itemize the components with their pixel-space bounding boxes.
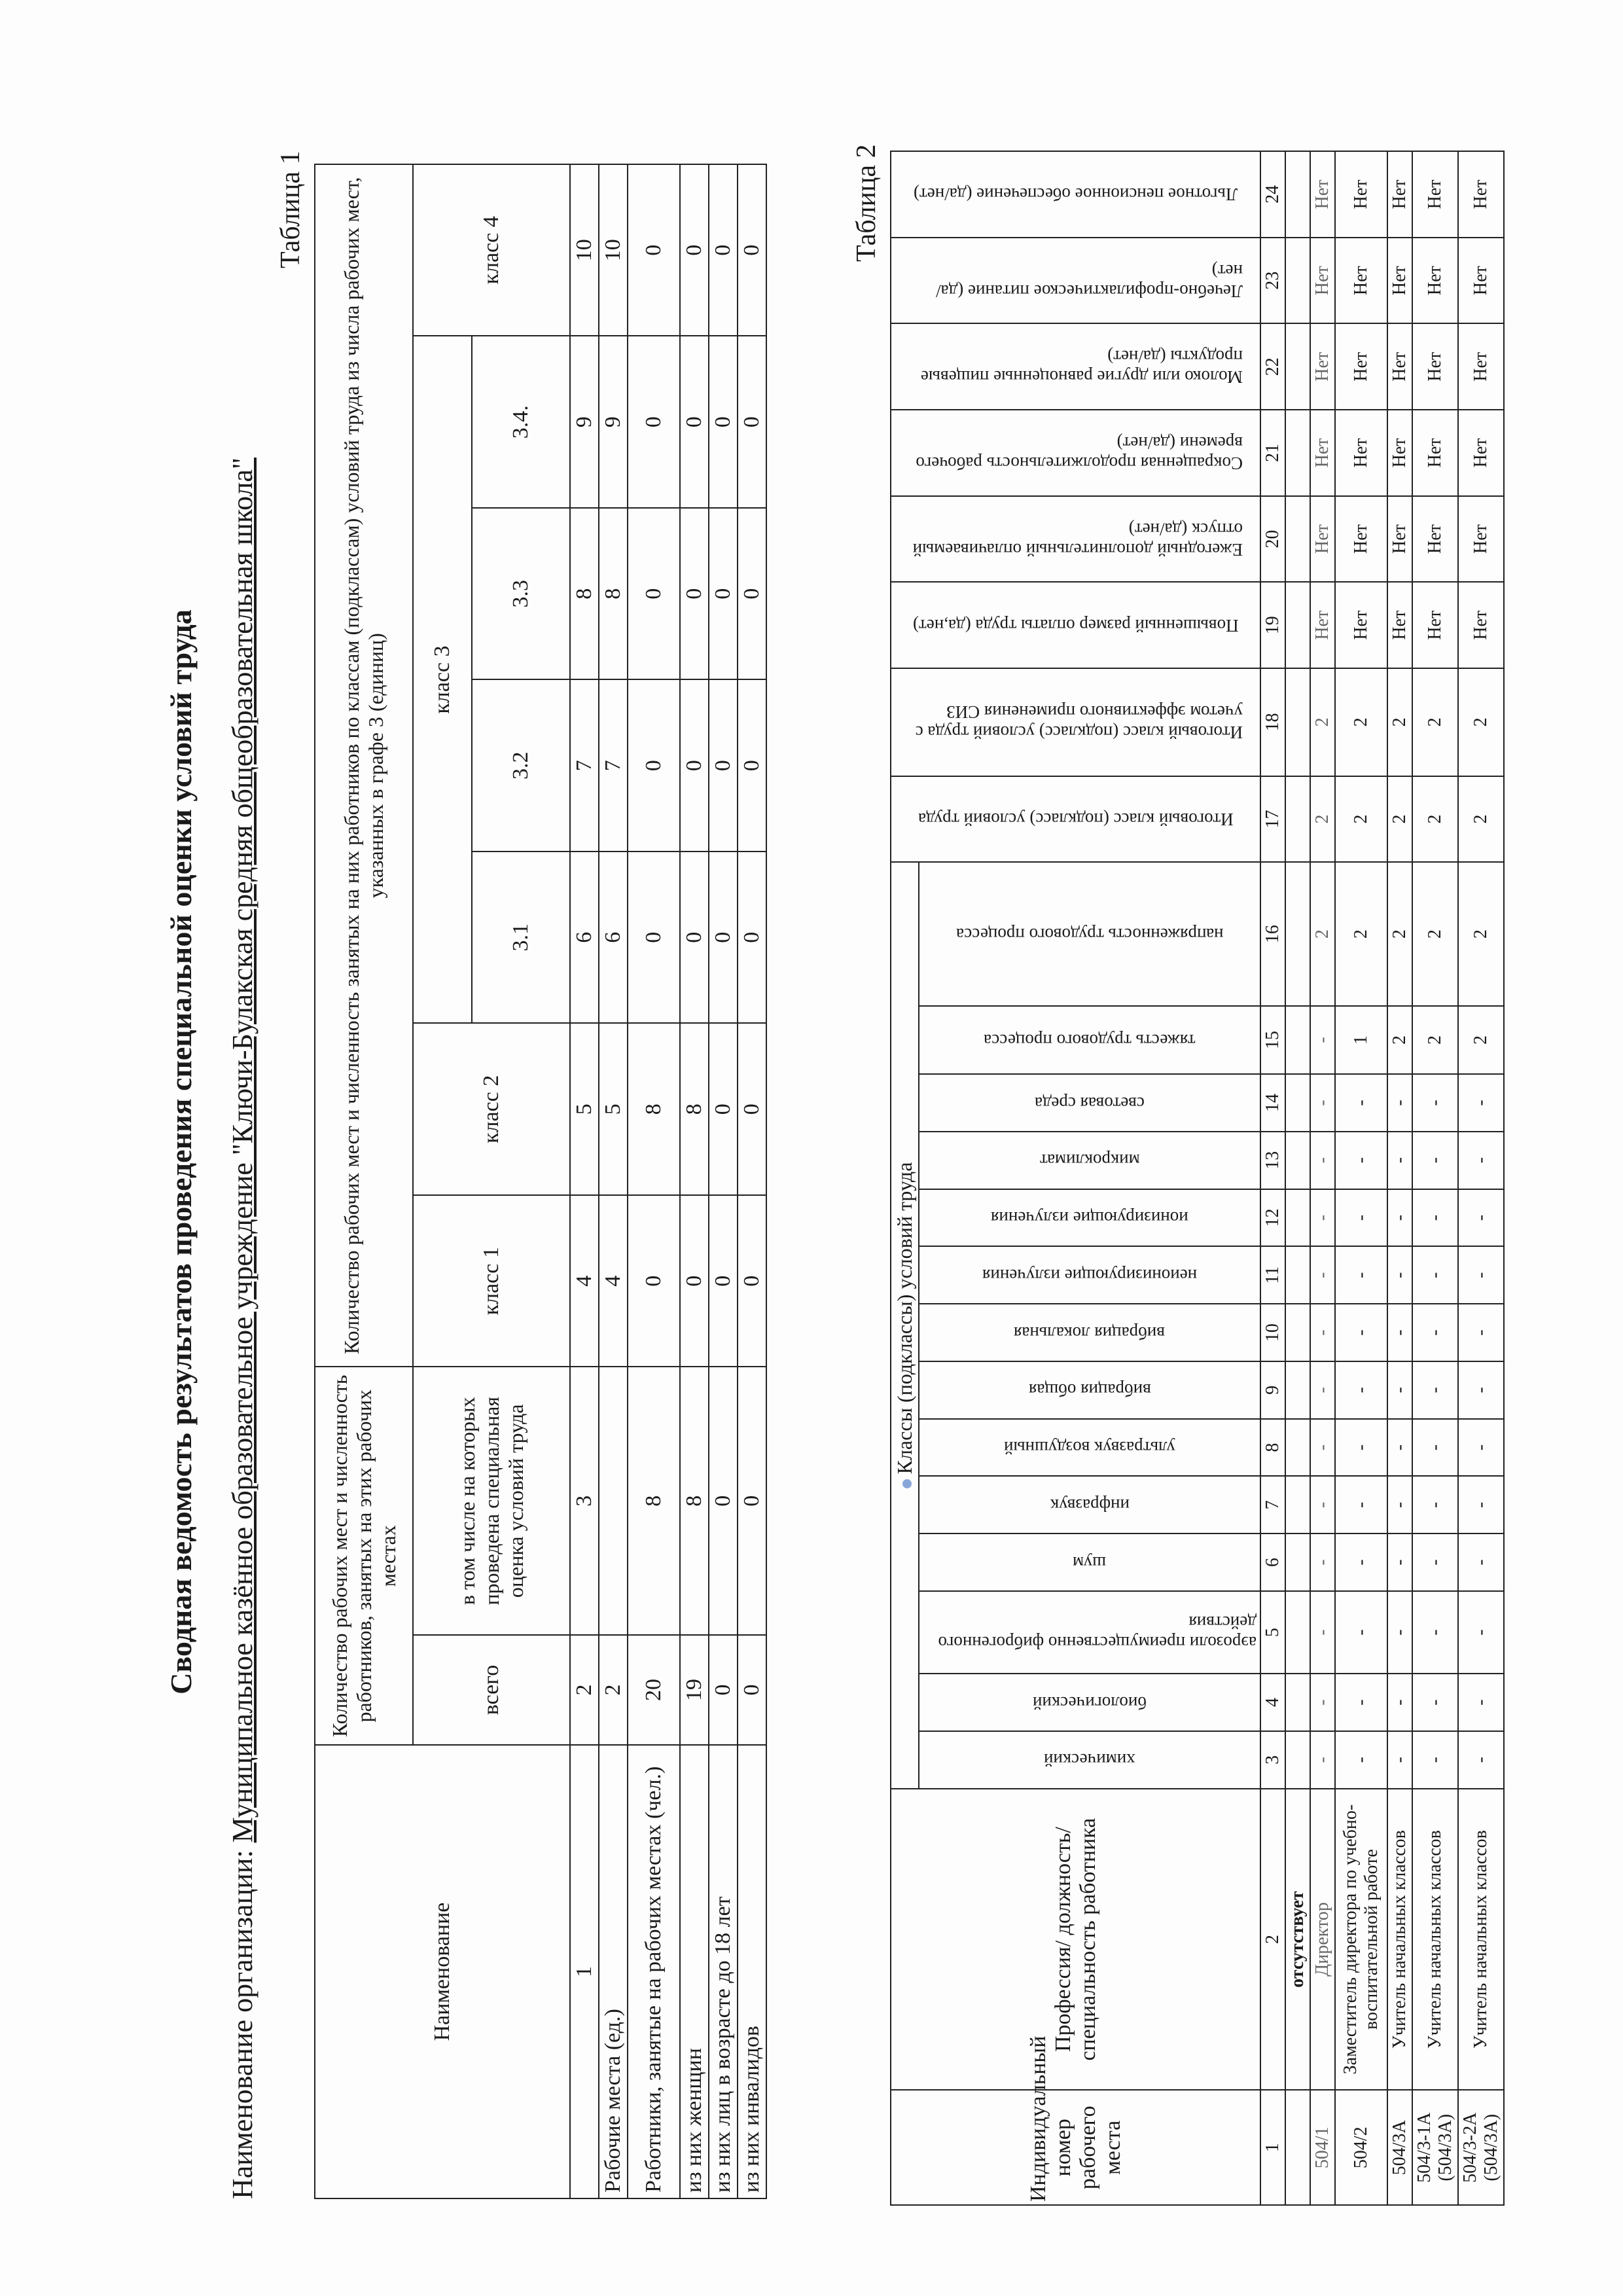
t1-cell: 0 — [738, 508, 766, 680]
t2-cell: Нет — [1412, 582, 1458, 668]
t2-cell: - — [1335, 1074, 1387, 1132]
t2-cell: 2 — [1387, 668, 1412, 776]
t2-cell: Нет — [1387, 410, 1412, 496]
t2-cell: - — [1310, 1189, 1335, 1247]
t2-colnum: 14 — [1260, 1074, 1285, 1132]
t2-cell: Нет — [1310, 410, 1335, 496]
t2-cell: - — [1412, 1419, 1458, 1477]
t2-cell: - — [1412, 1304, 1458, 1361]
t1-cell: 0 — [628, 164, 680, 336]
t2-colnum: 20 — [1260, 496, 1285, 583]
t1-cell: 0 — [709, 1195, 738, 1367]
t2-cell: Нет — [1310, 151, 1335, 238]
t2-factor: Лечебно-профилактическое питание (да/нет) — [935, 260, 1243, 301]
t1-header-name: Наименование — [315, 1745, 570, 2198]
t2-cell: 2 — [1412, 862, 1458, 1006]
t2-cell: - — [1387, 1534, 1412, 1591]
t2-cell: - — [1387, 1731, 1412, 1789]
t2-cell: - — [1412, 1074, 1458, 1132]
t1-cell: 0 — [680, 164, 709, 336]
table2-label: Таблица 2 — [851, 144, 882, 262]
t2-cell: 2 — [1387, 776, 1412, 863]
t2-cell: - — [1335, 1674, 1387, 1731]
t2-cell: 2 — [1335, 776, 1387, 863]
t1-row-name: из них лиц в возрасте до 18 лет — [709, 1745, 738, 2198]
t2-cell: 2 — [1412, 776, 1458, 863]
t1-colnum: 9 — [570, 336, 599, 509]
t2-cell: - — [1458, 1731, 1504, 1789]
t2-column-numbers — [1260, 151, 1285, 2205]
t2-cell: - — [1458, 1189, 1504, 1247]
t1-colnum: 2 — [570, 1635, 599, 1745]
t1-cell: 9 — [599, 336, 628, 509]
t1-cell: 4 — [599, 1195, 628, 1367]
t1-cell: 0 — [680, 680, 709, 852]
t2-cell: - — [1458, 1674, 1504, 1731]
t2-factor: Итоговый класс (подкласс) условий труда с учетом эффективного применения СИЗ — [915, 702, 1243, 743]
t2-cell: - — [1310, 1304, 1335, 1361]
t1-header-3-4: 3.4. — [472, 336, 570, 509]
t2-profession: Учитель начальных классов — [1458, 1789, 1504, 2090]
t1-header-3-1: 3.1 — [472, 852, 570, 1024]
t1-colnum: 4 — [570, 1195, 599, 1367]
t2-profession: Директор — [1310, 1789, 1335, 2090]
t2-cell: - — [1335, 1419, 1387, 1477]
t2-cell: - — [1310, 1674, 1335, 1731]
t2-colnum: 6 — [1260, 1534, 1285, 1591]
t1-header-3-3: 3.3 — [472, 508, 570, 680]
t2-cell: - — [1310, 1361, 1335, 1419]
t2-cell: Нет — [1412, 151, 1458, 238]
t1-colnum: 7 — [570, 680, 599, 852]
t2-cell: Нет — [1412, 410, 1458, 496]
t2-cell: Нет — [1310, 582, 1335, 668]
t1-cell: 0 — [738, 680, 766, 852]
t2-cell: 2 — [1310, 776, 1335, 863]
t2-id: 504/3-2А (504/3А) — [1458, 2090, 1504, 2205]
t2-cell: Нет — [1458, 496, 1504, 583]
t2-cell: - — [1310, 1731, 1335, 1789]
t2-cell: 2 — [1335, 862, 1387, 1006]
t2-cell: - — [1412, 1189, 1458, 1247]
t2-cell: - — [1412, 1731, 1458, 1789]
t2-cell: - — [1412, 1132, 1458, 1189]
t2-colnum: 5 — [1260, 1591, 1285, 1674]
t1-cell: 0 — [709, 1635, 738, 1745]
t2-factor: Молоко или другие равноценные пищевые продукты (да/нет) — [920, 347, 1243, 387]
t2-colnum: 19 — [1260, 582, 1285, 668]
t1-cell: 0 — [709, 1367, 738, 1636]
t2-cell: - — [1458, 1074, 1504, 1132]
t1-header-workplaces: Количество рабочих мест и численность работников, занятых на этих рабочих местах — [315, 1367, 413, 1746]
t1-cell: 0 — [738, 1367, 766, 1636]
t2-cell: - — [1335, 1189, 1387, 1247]
t2-colnum: 21 — [1260, 410, 1285, 496]
t2-cell: - — [1412, 1591, 1458, 1674]
t1-cell: 8 — [680, 1367, 709, 1636]
t2-colnum: 2 — [1260, 1789, 1285, 2090]
t2-colnum: 10 — [1260, 1304, 1285, 1361]
t2-cell: 2 — [1458, 1006, 1504, 1074]
t1-row-name: Работники, занятые на рабочих местах (чел.) — [628, 1745, 680, 2198]
t2-id: 504/3-1А (504/3А) — [1412, 2090, 1458, 2205]
t2-cell: 2 — [1458, 776, 1504, 863]
t2-header-profession: Профессия/ должность/ специальность работника — [891, 1789, 1260, 2090]
t2-cell: - — [1458, 1476, 1504, 1534]
t2-cell: - — [1412, 1361, 1458, 1419]
t2-factor: химический — [1044, 1750, 1135, 1770]
t2-factor: аэрозоли преимущественно фиброгенного действия — [938, 1613, 1257, 1653]
t2-cell: Нет — [1310, 496, 1335, 583]
t2-colnum: 22 — [1260, 323, 1285, 410]
t1-colnum: 5 — [570, 1024, 599, 1196]
table1-label: Таблица 1 — [276, 151, 306, 268]
t2-header-classes-text: Классы (подклассы) условий труда — [893, 1162, 916, 1475]
table-row — [680, 164, 709, 2198]
t2-cell: - — [1387, 1246, 1412, 1304]
t2-colnum: 8 — [1260, 1419, 1285, 1477]
t2-factor: Повышенный размер оплаты труда (да,нет) — [912, 615, 1239, 636]
table-row — [1458, 151, 1504, 2205]
t1-cell: 0 — [628, 508, 680, 680]
t2-cell: - — [1458, 1132, 1504, 1189]
t2-cell: Нет — [1387, 582, 1412, 668]
t1-cell: 0 — [628, 336, 680, 509]
t1-cell: 0 — [738, 1635, 766, 1745]
t2-cell: 2 — [1335, 668, 1387, 776]
t2-cell: - — [1335, 1246, 1387, 1304]
t2-factor: микроклимат — [1039, 1151, 1140, 1171]
t1-column-numbers — [570, 164, 599, 2198]
t2-factor: напряженность трудового процесса — [955, 924, 1224, 944]
t2-colnum: 23 — [1260, 238, 1285, 324]
t2-cell: Нет — [1387, 151, 1412, 238]
t2-cell: - — [1310, 1006, 1335, 1074]
table-row — [709, 164, 738, 2198]
t2-cell: 2 — [1387, 1006, 1412, 1074]
t1-cell: 20 — [628, 1635, 680, 1745]
t2-factor: ультразвук воздушный — [1004, 1438, 1175, 1458]
t1-cell: 0 — [709, 164, 738, 336]
t2-cell: 2 — [1412, 668, 1458, 776]
table-row — [1310, 151, 1335, 2205]
t2-cell: - — [1310, 1476, 1335, 1534]
t2-colnum: 17 — [1260, 776, 1285, 863]
t2-cell: Нет — [1335, 496, 1387, 583]
blue-dot-mark — [902, 1479, 912, 1488]
t2-factor: Итоговый класс (подкласс) условий труда — [918, 809, 1234, 829]
t2-cell: Нет — [1387, 238, 1412, 324]
t2-profession: Заместитель директора по учебно-воспитательной работе — [1335, 1789, 1387, 2090]
t2-colnum: 13 — [1260, 1132, 1285, 1189]
t2-cell: Нет — [1458, 410, 1504, 496]
t1-cell: 0 — [709, 1024, 738, 1196]
t1-cell: 0 — [709, 508, 738, 680]
t2-colnum: 24 — [1260, 151, 1285, 238]
t2-factor: Ежегодный дополнительный оплачиваемый отпуск (да/нет) — [912, 519, 1243, 560]
t1-colnum: 1 — [570, 1745, 599, 2198]
t2-profession: Учитель начальных классов — [1412, 1789, 1458, 2090]
table-row — [1335, 151, 1387, 2205]
t1-cell: 10 — [599, 164, 628, 336]
t2-cell: - — [1387, 1361, 1412, 1419]
t2-cell: 2 — [1458, 668, 1504, 776]
t2-factor: вибрация локальная — [1014, 1323, 1166, 1343]
t2-colnum: 4 — [1260, 1674, 1285, 1731]
t1-colnum: 3 — [570, 1367, 599, 1636]
t2-colnum: 7 — [1260, 1476, 1285, 1534]
organization-name: Муниципальное казённое образовательное учреждение "Ключи-Булакская средняя общеобразовательная школа" — [226, 457, 259, 1843]
t2-colnum: 9 — [1260, 1361, 1285, 1419]
t1-cell: 0 — [628, 852, 680, 1024]
t2-cell: Нет — [1335, 410, 1387, 496]
table-row — [1387, 151, 1412, 2205]
t2-cell: Нет — [1458, 582, 1504, 668]
t2-cell: - — [1387, 1476, 1412, 1534]
t2-cell: 2 — [1310, 862, 1335, 1006]
t1-cell: 0 — [680, 852, 709, 1024]
t1-cell: 0 — [628, 680, 680, 852]
t2-cell: Нет — [1387, 323, 1412, 410]
t2-cell: - — [1458, 1304, 1504, 1361]
t2-cell: 2 — [1458, 862, 1504, 1006]
t1-cell: 0 — [709, 336, 738, 509]
t2-colnum: 15 — [1260, 1006, 1285, 1074]
t1-cell: 5 — [599, 1024, 628, 1196]
t1-header-assessed: в том числе на которых проведена специальная оценка условий труда — [413, 1367, 570, 1636]
t2-cell: - — [1310, 1591, 1335, 1674]
t2-absent-row — [1285, 151, 1310, 2205]
document-title: Сводная ведомость результатов проведения специальной оценки условий труда — [164, 609, 198, 1695]
t2-cell: - — [1387, 1591, 1412, 1674]
t1-cell: 8 — [680, 1024, 709, 1196]
t2-factor: шум — [1073, 1552, 1107, 1573]
t2-factor: Сокращенная продолжительность рабочего времени (да/нет) — [915, 433, 1243, 473]
t1-header-total: всего — [413, 1635, 570, 1745]
t2-factor: инфразвук — [1050, 1495, 1130, 1515]
t1-cell: 7 — [599, 680, 628, 852]
t2-cell: - — [1387, 1304, 1412, 1361]
t1-header-classes: Количество рабочих мест и численность занятых на них работников по классам (подклассам) условий труда из числа рабочих мест, указанных в графе 3 (единиц) — [315, 164, 413, 1367]
t1-colnum: 8 — [570, 508, 599, 680]
t2-cell: - — [1310, 1534, 1335, 1591]
t2-factor: биологический — [1032, 1693, 1147, 1713]
t1-cell: 0 — [738, 164, 766, 336]
t1-cell: 6 — [599, 852, 628, 1024]
t2-id: 504/3А — [1387, 2090, 1412, 2205]
t2-cell: Нет — [1458, 238, 1504, 324]
t2-cell: Нет — [1412, 323, 1458, 410]
t2-cell: - — [1458, 1591, 1504, 1674]
t2-cell: - — [1387, 1674, 1412, 1731]
t2-cell: Нет — [1335, 582, 1387, 668]
t1-row-name: из них женщин — [680, 1745, 709, 2198]
t2-cell: - — [1335, 1361, 1387, 1419]
table2-workplaces — [890, 151, 1505, 2206]
t2-factor: световая среда — [1035, 1093, 1145, 1113]
t2-cell: - — [1310, 1246, 1335, 1304]
t2-factor: Льготное пенсионное обеспечение (да/нет) — [913, 185, 1238, 205]
t2-cell: - — [1335, 1534, 1387, 1591]
table-row — [1412, 151, 1458, 2205]
t1-colnum: 10 — [570, 164, 599, 336]
t1-row-name: из них инвалидов — [738, 1745, 766, 2198]
t2-cell: - — [1458, 1419, 1504, 1477]
t2-cell: - — [1335, 1476, 1387, 1534]
t2-cell: - — [1335, 1591, 1387, 1674]
t2-cell: - — [1310, 1074, 1335, 1132]
table1-summary — [314, 164, 767, 2199]
t1-cell: 0 — [628, 1195, 680, 1367]
t1-colnum: 6 — [570, 852, 599, 1024]
t1-header-class2: класс 2 — [413, 1024, 570, 1196]
t2-cell: - — [1387, 1189, 1412, 1247]
t2-cell: - — [1387, 1132, 1412, 1189]
t2-colnum: 3 — [1260, 1731, 1285, 1789]
t1-cell: 0 — [680, 1195, 709, 1367]
t2-cell: - — [1458, 1361, 1504, 1419]
table-row — [738, 164, 766, 2198]
table-row — [628, 164, 680, 2198]
t2-cell: - — [1387, 1419, 1412, 1477]
t2-absent-label: отсутствует — [1285, 1789, 1310, 2090]
t2-cell: Нет — [1412, 238, 1458, 324]
t2-cell: 2 — [1412, 1006, 1458, 1074]
t2-cell: Нет — [1335, 151, 1387, 238]
t2-factor: тяжесть трудового процесса — [984, 1030, 1196, 1050]
t1-cell: 0 — [709, 852, 738, 1024]
t2-colnum: 12 — [1260, 1189, 1285, 1247]
t2-colnum: 11 — [1260, 1246, 1285, 1304]
t2-cell: - — [1387, 1074, 1412, 1132]
t1-header-class1: класс 1 — [413, 1195, 570, 1367]
t1-cell: 0 — [738, 1195, 766, 1367]
t2-id: 504/1 — [1310, 2090, 1335, 2205]
t2-factor: ионизирующие излучения — [991, 1208, 1188, 1229]
t1-row-name: Рабочие места (ед.) — [599, 1745, 628, 2198]
t2-cell: 2 — [1387, 862, 1412, 1006]
t1-cell: 8 — [628, 1024, 680, 1196]
t2-header-classes — [891, 862, 919, 1788]
t2-factor: вибрация общая — [1028, 1380, 1151, 1401]
t1-cell: 8 — [628, 1367, 680, 1636]
t1-header-class3: класс 3 — [413, 336, 472, 1024]
t2-cell: Нет — [1335, 323, 1387, 410]
t2-cell: - — [1310, 1132, 1335, 1189]
table-row — [599, 164, 628, 2198]
t1-cell: 0 — [709, 680, 738, 852]
t2-cell: 2 — [1310, 668, 1335, 776]
t1-cell: 0 — [738, 1024, 766, 1196]
t2-factor: неионизирующие излучения — [982, 1265, 1198, 1285]
t1-cell: 0 — [680, 336, 709, 509]
t2-cell: - — [1310, 1419, 1335, 1477]
organization-line — [226, 457, 259, 2199]
t1-cell: 0 — [738, 852, 766, 1024]
t2-cell: Нет — [1310, 323, 1335, 410]
t2-cell: - — [1412, 1534, 1458, 1591]
t2-cell: - — [1335, 1132, 1387, 1189]
t2-cell: - — [1458, 1534, 1504, 1591]
t2-colnum: 1 — [1260, 2090, 1285, 2205]
t2-header-number: Индивидуальный номер рабочего места — [891, 2090, 1260, 2205]
t2-cell: - — [1335, 1731, 1387, 1789]
t2-cell: Нет — [1310, 238, 1335, 324]
t2-cell: 1 — [1335, 1006, 1387, 1074]
t2-cell: Нет — [1412, 496, 1458, 583]
t2-profession: Учитель начальных классов — [1387, 1789, 1412, 2090]
t2-id: 504/2 — [1335, 2090, 1387, 2205]
t2-colnum: 16 — [1260, 862, 1285, 1006]
t2-cell: Нет — [1458, 151, 1504, 238]
t2-cell: Нет — [1335, 238, 1387, 324]
t2-colnum: 18 — [1260, 668, 1285, 776]
t2-cell: - — [1412, 1674, 1458, 1731]
t2-cell: - — [1412, 1246, 1458, 1304]
t2-cell: - — [1412, 1476, 1458, 1534]
t2-cell: Нет — [1387, 496, 1412, 583]
t1-cell: 2 — [599, 1635, 628, 1745]
t1-header-3-2: 3.2 — [472, 680, 570, 852]
organization-label: Наименование организации: — [226, 1850, 259, 2199]
t1-cell: 0 — [738, 336, 766, 509]
t2-cell: - — [1335, 1304, 1387, 1361]
t1-cell: 0 — [680, 508, 709, 680]
t1-header-class4: класс 4 — [413, 164, 570, 336]
t1-cell — [599, 1367, 628, 1636]
t2-cell: Нет — [1458, 323, 1504, 410]
t1-cell: 8 — [599, 508, 628, 680]
t2-cell: - — [1458, 1246, 1504, 1304]
rotated-landscape-sheet — [26, 39, 1597, 2265]
t1-cell: 19 — [680, 1635, 709, 1745]
